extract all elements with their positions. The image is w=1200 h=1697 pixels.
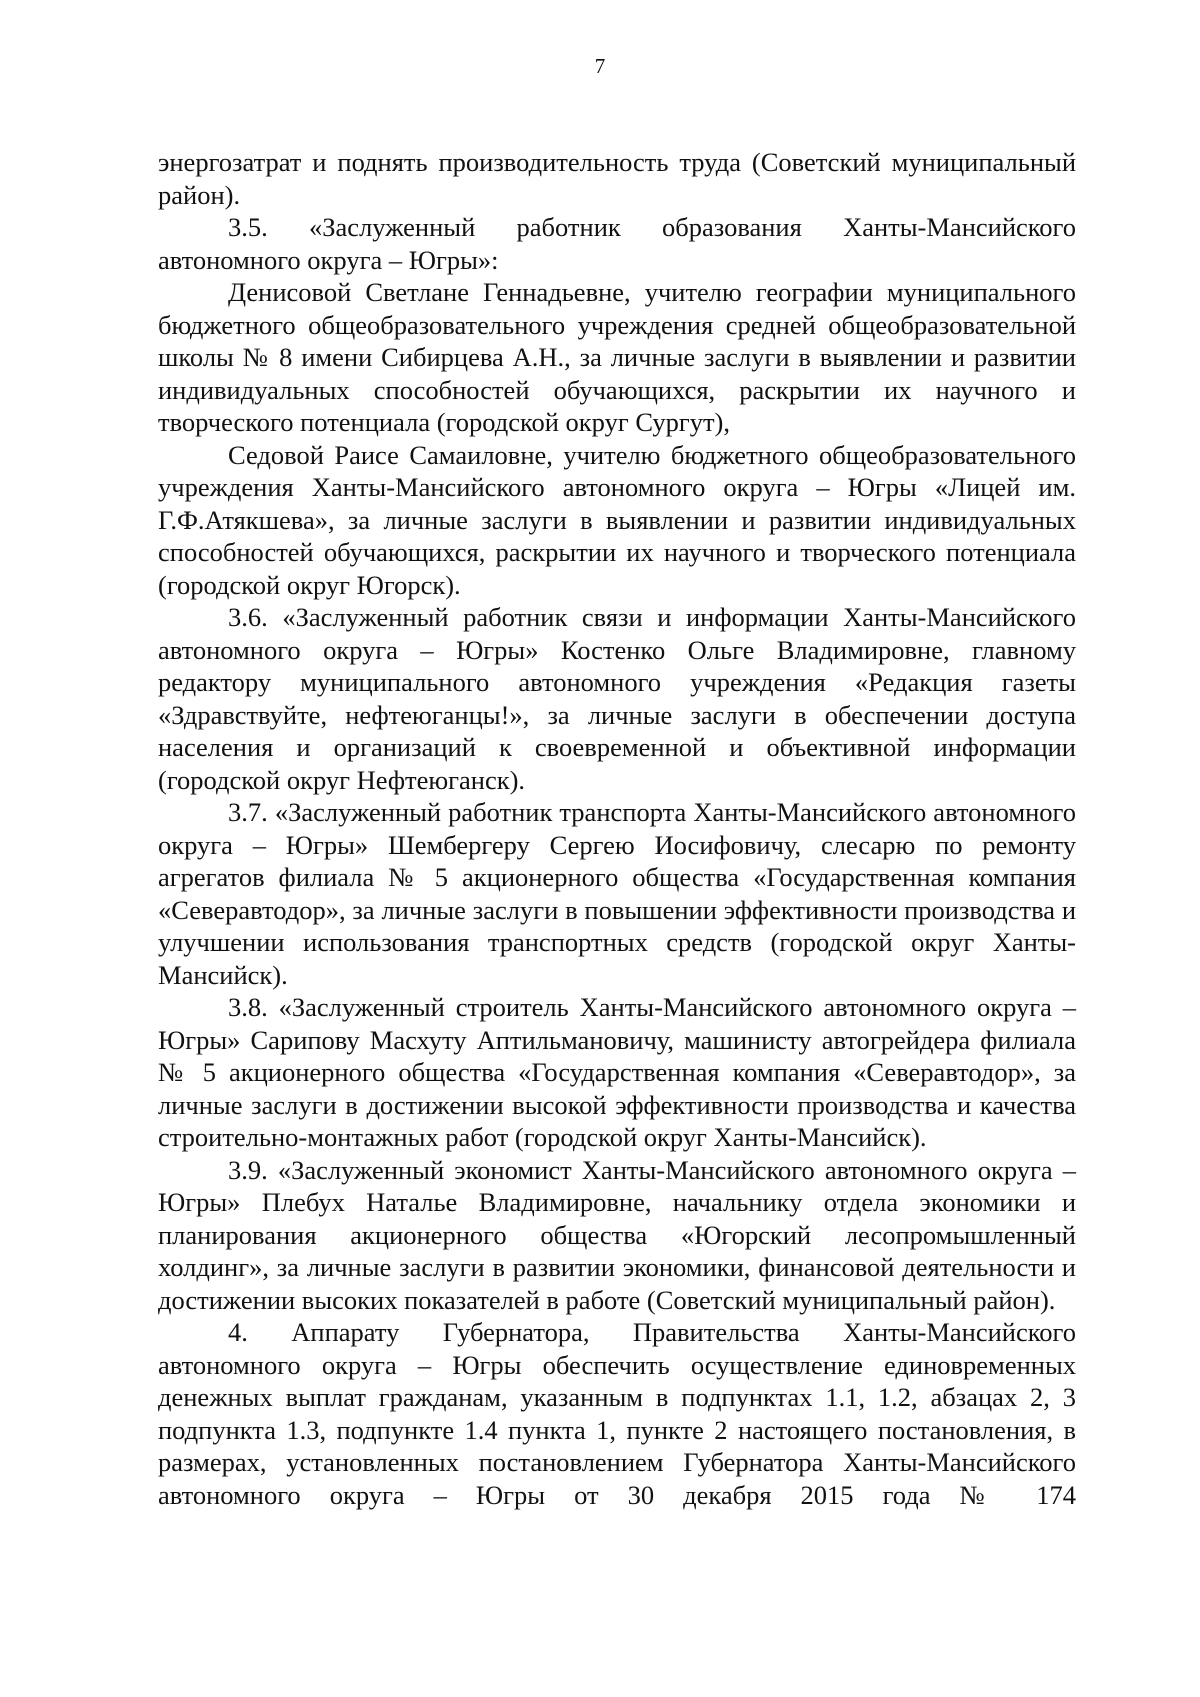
paragraph-4: 4. Аппарату Губернатора, Правительства Ханты-Мансийского автономного округа – Югры обеспечить осуществление единовременных денежных выплат гражданам, указанным в подпунктах 1.1, 1.2, абзацах 2, 3 подпункта 1.3, подпункте 1.4 пункта 1, пункте 2 настоящего постановления, в размерах, установленных постановлением Губернатора Ханты-Мансийского автономного округа – Югры от 30 декабря 2015 года № 174 [158, 1317, 1076, 1510]
paragraph-3-7: 3.7. «Заслуженный работник транспорта Ханты-Мансийского автономного округа – Югры» Шембергеру Сергею Иосифовичу, слесарю по ремонту агрегатов филиала № 5 акционерного общества «Государственная компания «Северавтодор», за личные заслуги в повышении эффективности производства и улучшении использования транспортных средств (городской округ Ханты-Мансийск). [158, 797, 1076, 990]
paragraph-denisova: Денисовой Светлане Геннадьевне, учителю географии муниципального бюджетного общеобразовательного учреждения средней общеобразовательной школы № 8 имени Сибирцева А.Н., за личные заслуги в выявлении и развитии индивидуальных способностей обучающихся, раскрытии их научного и творческого потенциала (городской округ Сургут), [158, 277, 1076, 437]
page-number: 7 [594, 54, 606, 78]
paragraph-3-9: 3.9. «Заслуженный экономист Ханты-Мансийского автономного округа – Югры» Плебух Наталье Владимировне, начальнику отдела экономики и планирования акционерного общества «Югорский лесопромышленный холдинг», за личные заслуги в развитии экономики, финансовой деятельности и достижении высоких показателей в работе (Советский муниципальный район). [158, 1154, 1076, 1315]
paragraph-3-8: 3.8. «Заслуженный строитель Ханты-Мансийского автономного округа – Югры» Сарипову Масхуту Аптильмановичу, машинисту автогрейдера филиала № 5 акционерного общества «Государственная компания «Северавтодор», за личные заслуги в достижении высокой эффективности производства и качества строительно-монтажных работ (городской округ Ханты-Мансийск). [158, 992, 1076, 1152]
paragraph-3-5-heading: 3.5. «Заслуженный работник образования Ханты-Мансийского автономного округа – Югры»: [158, 212, 1076, 275]
paragraph-sedova: Седовой Раисе Самаиловне, учителю бюджетного общеобразовательного учреждения Ханты-Мансийского автономного округа – Югры «Лицей им. Г.Ф.Атякшева», за личные заслуги в выявлении и развитии индивидуальных способностей обучающихся, раскрытии их научного и творческого потенциала (городской округ Югорск). [158, 439, 1076, 600]
paragraph-3-6: 3.6. «Заслуженный работник связи и информации Ханты-Мансийского автономного округа – Югры» Костенко Ольге Владимировне, главному редактору муниципального автономного учреждения «Редакция газеты «Здравствуйте, нефтеюганцы!», за личные заслуги в обеспечении доступа населения и организаций к своевременной и объективной информации (городской округ Нефтеюганск). [158, 602, 1076, 795]
paragraph-continuation: энергозатрат и поднять производительность труда (Советский муниципальный район). [158, 147, 1076, 210]
document-body [158, 146, 1076, 1511]
